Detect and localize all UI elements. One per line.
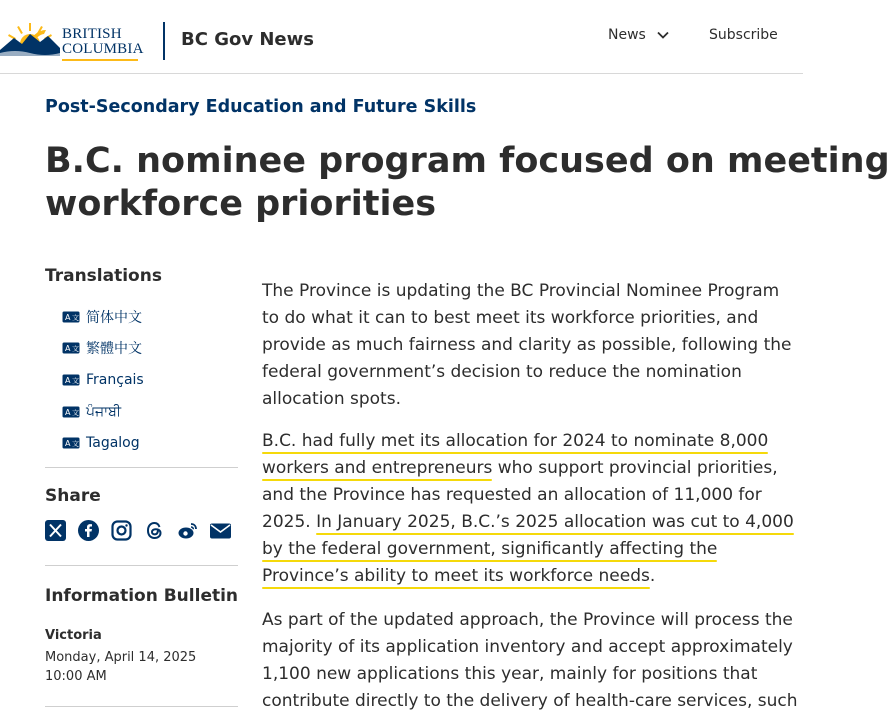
- site-header: [0, 0, 803, 74]
- article-paragraph: [262, 607, 798, 715]
- translate-icon: [62, 437, 80, 449]
- logo-gold-rule: [62, 59, 138, 61]
- plain-text: 2025.: [262, 512, 317, 532]
- page-title-line: workforce priorities: [45, 184, 437, 224]
- threads-icon[interactable]: [144, 520, 165, 541]
- paragraph-line: allocation spots.: [262, 389, 401, 409]
- paragraph-line: majority of its application inventory and accept approximately: [262, 637, 793, 657]
- svg-text:A: A: [65, 312, 71, 322]
- logo-line-british: BRITISH: [62, 26, 122, 42]
- svg-text:A: A: [65, 344, 71, 354]
- translate-icon: [62, 311, 80, 323]
- plain-text: .: [649, 566, 656, 586]
- dateline-date: Monday, April 14, 2025 10:00 AM: [45, 650, 197, 684]
- svg-text:文: 文: [72, 440, 79, 449]
- translations-list: [62, 301, 144, 459]
- translate-icon: [62, 342, 80, 354]
- paragraph-line: provide as much fairness and clarity as possible, following the: [262, 335, 792, 355]
- translation-link-tagalog[interactable]: [62, 427, 144, 459]
- paragraph-line: 1,100 new applications this year, mainly for positions that: [262, 664, 758, 684]
- paragraph-line: and the Province has requested an allocation of 11,000 for: [262, 485, 762, 505]
- sidebar-divider: [45, 467, 238, 468]
- email-icon[interactable]: [210, 520, 231, 541]
- translation-label: 繁體中文: [86, 341, 142, 358]
- header-divider: [163, 22, 165, 60]
- translate-icon: [62, 406, 80, 418]
- svg-text:文: 文: [72, 345, 79, 354]
- nav-news-label: News: [608, 27, 646, 43]
- paragraph-line: [262, 536, 792, 563]
- bc-sun-mountain-icon: [0, 20, 60, 56]
- share-icons: [45, 520, 231, 541]
- paragraph-line: [262, 563, 792, 590]
- page-title: [45, 140, 890, 226]
- translation-link-french[interactable]: [62, 364, 144, 396]
- highlighted-text: by the federal government, significantly affecting the: [262, 539, 718, 559]
- paragraph-line: federal government’s decision to reduce the nomination: [262, 362, 742, 382]
- paragraph-line: to do what it can to best meet its workforce priorities, and: [262, 308, 759, 328]
- bc-wordmark: [62, 27, 144, 57]
- svg-text:文: 文: [72, 408, 79, 417]
- translation-link-simplified-chinese[interactable]: [62, 301, 144, 333]
- translation-link-traditional-chinese[interactable]: [62, 333, 144, 365]
- highlighted-text: Province’s ability to meet its workforce needs: [262, 566, 650, 586]
- translation-label: Tagalog: [86, 435, 140, 452]
- nav-news-dropdown[interactable]: [608, 27, 670, 43]
- page-title-line: B.C. nominee program focused on meeting: [45, 141, 890, 181]
- translations-heading: Translations: [45, 266, 162, 286]
- weibo-icon[interactable]: [177, 520, 198, 541]
- sidebar-divider: [45, 565, 238, 566]
- translate-icon: [62, 374, 80, 386]
- site-title[interactable]: BC Gov News: [181, 29, 314, 50]
- facebook-icon[interactable]: [78, 520, 99, 541]
- paragraph-line: [262, 455, 792, 482]
- logo-line-columbia: COLUMBIA: [62, 41, 144, 57]
- paragraph-line: [262, 428, 792, 455]
- highlighted-text: B.C. had fully met its allocation for 2024 to nominate 8,000: [262, 431, 769, 451]
- svg-text:A: A: [65, 439, 71, 449]
- nav-subscribe-link[interactable]: Subscribe: [709, 27, 778, 43]
- paragraph-line: contribute directly to the delivery of health-care services, such: [262, 691, 798, 711]
- plain-text: who support provincial priorities,: [492, 458, 778, 478]
- ministry-link[interactable]: Post-Secondary Education and Future Skills: [45, 97, 477, 117]
- translation-label: ਪੰਜਾਬੀ: [86, 403, 122, 420]
- article-paragraph: [262, 278, 792, 413]
- highlighted-text: workers and entrepreneurs: [262, 458, 493, 478]
- translation-label: Français: [86, 371, 144, 388]
- paragraph-line: As part of the updated approach, the Province will process the: [262, 610, 793, 630]
- paragraph-line: [262, 509, 792, 536]
- instagram-icon[interactable]: [111, 520, 132, 541]
- dateline-location: Victoria: [45, 628, 102, 643]
- translation-link-punjabi[interactable]: [62, 396, 144, 428]
- sidebar-divider: [45, 706, 238, 707]
- highlighted-text: In January 2025, B.C.’s 2025 allocation was cut to 4,000: [316, 512, 794, 532]
- svg-text:A: A: [65, 407, 71, 417]
- bulletin-heading: Information Bulletin: [45, 586, 239, 606]
- bc-logo[interactable]: [0, 16, 150, 64]
- chevron-down-icon: [656, 28, 670, 42]
- x-icon[interactable]: [45, 520, 66, 541]
- svg-text:A: A: [65, 375, 71, 385]
- article-paragraph-highlighted: [262, 428, 792, 590]
- paragraph-line: The Province is updating the BC Provincial Nominee Program: [262, 281, 780, 301]
- svg-text:文: 文: [72, 376, 79, 385]
- translation-label: 简体中文: [86, 309, 142, 326]
- svg-text:文: 文: [72, 313, 79, 322]
- share-heading: Share: [45, 486, 101, 506]
